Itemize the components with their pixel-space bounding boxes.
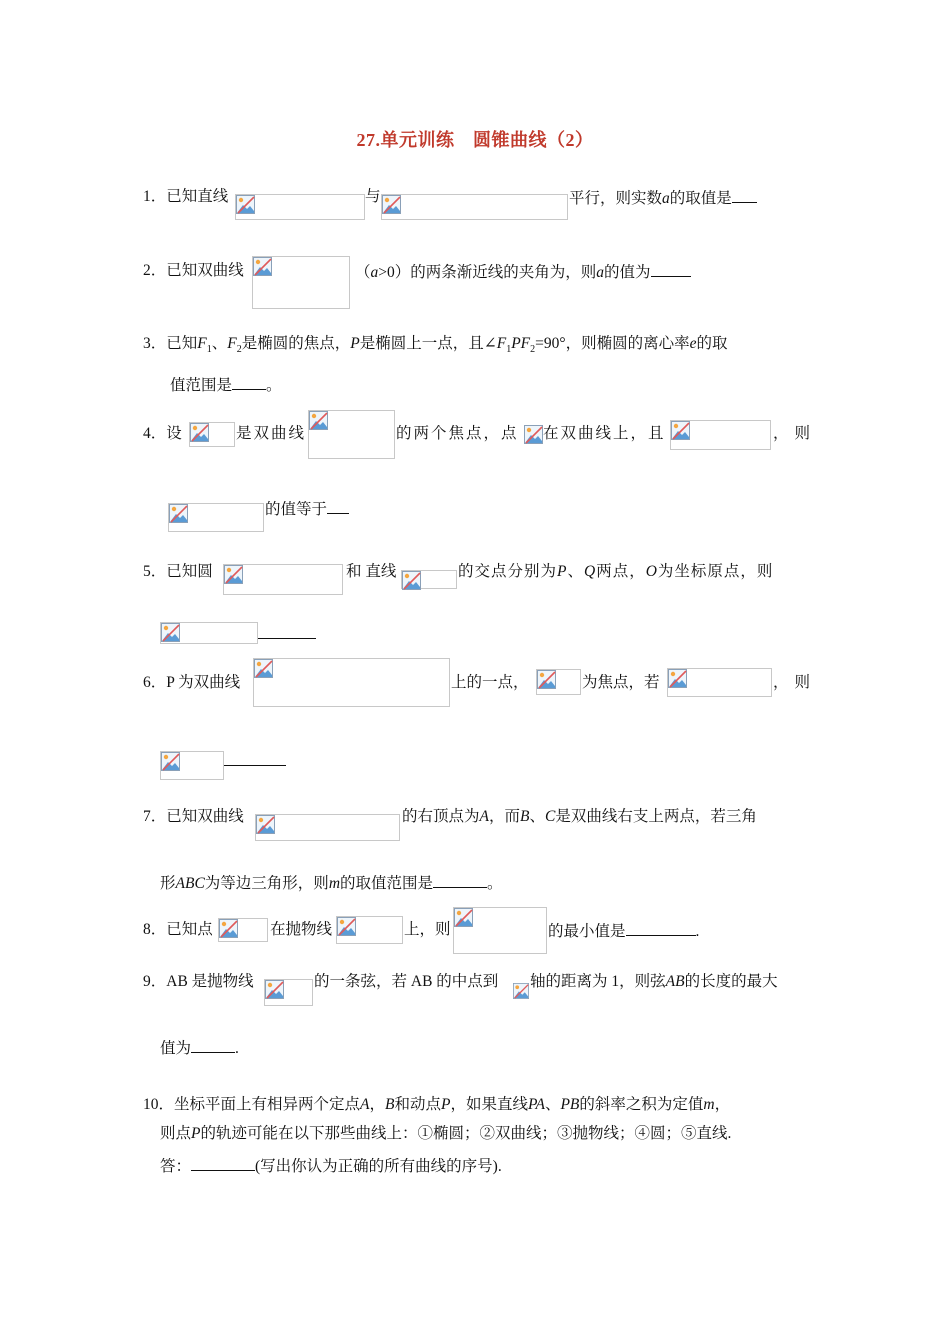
question-8: 8．已知点 xyxy=(143,921,213,938)
formula-image-hyperbola xyxy=(255,814,400,841)
question-number: 7． xyxy=(143,808,167,825)
answer-blank xyxy=(327,497,349,514)
formula-image-parabola xyxy=(336,916,403,944)
formula-image-foci xyxy=(536,669,581,695)
answer-blank xyxy=(626,919,696,936)
question-5: 5．已知圆 xyxy=(143,563,213,580)
answer-blank xyxy=(433,871,487,888)
broken-image-icon xyxy=(169,504,188,523)
formula-image-hyperbola xyxy=(253,658,450,707)
formula-image-hyperbola xyxy=(308,410,395,459)
broken-image-icon xyxy=(513,983,529,999)
broken-image-icon xyxy=(402,571,421,590)
question-number: 6． xyxy=(143,674,167,691)
question-number: 9． xyxy=(143,973,167,990)
formula-image-expression xyxy=(160,751,224,780)
page-title: 27.单元训练 圆锥曲线（2） xyxy=(356,130,594,150)
broken-image-icon xyxy=(337,917,356,936)
broken-image-icon xyxy=(382,195,401,214)
answer-blank xyxy=(191,1036,235,1053)
formula-image-expression xyxy=(453,907,547,954)
formula-image-parabola xyxy=(264,979,313,1006)
broken-image-icon xyxy=(236,195,255,214)
broken-image-icon xyxy=(265,980,284,999)
broken-image-icon xyxy=(253,257,272,276)
broken-image-icon xyxy=(454,908,473,927)
formula-image-condition xyxy=(667,668,772,697)
question-4: 4．设 xyxy=(143,425,182,442)
answer-blank xyxy=(651,260,691,277)
broken-image-icon xyxy=(524,425,543,444)
question-9: 9．AB 是抛物线 xyxy=(143,973,254,990)
answer-blank xyxy=(191,1154,255,1171)
broken-image-icon xyxy=(668,669,687,688)
answer-blank xyxy=(258,622,316,639)
question-number: 1． xyxy=(143,188,167,205)
broken-image-icon xyxy=(161,623,180,642)
formula-image-hyperbola xyxy=(252,256,350,309)
question-6: 6．P 为双曲线 xyxy=(143,674,241,691)
answer-blank xyxy=(232,373,266,390)
broken-image-icon xyxy=(309,411,328,430)
formula-image-line xyxy=(401,570,457,589)
question-number: 10． xyxy=(143,1096,175,1113)
broken-image-icon xyxy=(537,670,556,689)
question-1: 1．已知直线 xyxy=(143,188,229,205)
broken-image-icon xyxy=(256,815,275,834)
answer-blank xyxy=(732,186,757,203)
question-number: 5． xyxy=(143,563,167,580)
formula-image-expression xyxy=(168,503,264,532)
broken-image-icon xyxy=(161,752,180,771)
broken-image-icon xyxy=(219,919,238,938)
question-number: 2． xyxy=(143,262,167,279)
formula-image-line-1 xyxy=(235,194,365,220)
broken-image-icon xyxy=(224,565,243,584)
formula-image-axis xyxy=(513,983,529,1001)
question-2: 2．已知双曲线 xyxy=(143,262,244,279)
formula-image-foci xyxy=(189,422,235,447)
question-7: 7．已知双曲线 xyxy=(143,808,244,825)
answer-blank xyxy=(224,749,286,766)
question-3: 3．已知$F_1$、$F_2$是椭圆的焦点，P是椭圆上一点，且$\angle F_1PF_2=90^\circ$，则椭圆的离心率e的取 xyxy=(143,335,728,356)
question-number: 3． xyxy=(143,335,167,352)
broken-image-icon xyxy=(190,423,209,442)
formula-image-point xyxy=(218,918,268,942)
formula-image-condition xyxy=(670,420,771,450)
formula-image-expression xyxy=(160,622,258,644)
question-number: 8． xyxy=(143,921,167,938)
formula-image-point xyxy=(524,425,543,444)
broken-image-icon xyxy=(254,659,273,678)
question-10: 10．坐标平面上有相异两个定点A，B和动点P，如果直线PA、PB的斜率之积为定值m， xyxy=(143,1096,731,1113)
formula-image-line-2 xyxy=(381,194,568,220)
broken-image-icon xyxy=(671,421,690,440)
formula-image-circle xyxy=(223,564,343,595)
question-number: 4． xyxy=(143,425,167,442)
